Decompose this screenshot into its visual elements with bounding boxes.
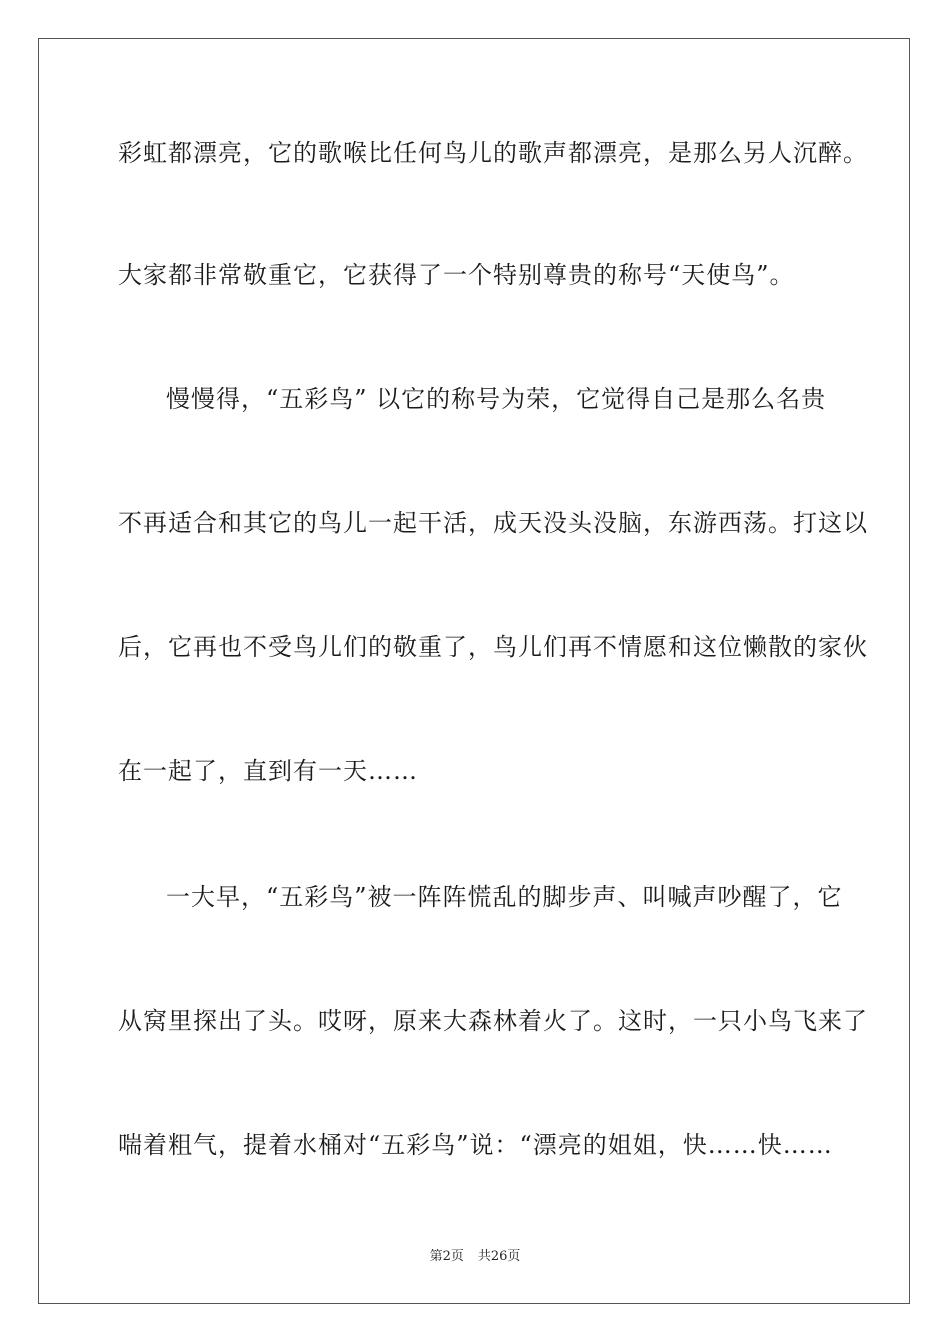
text-line-8: 从窝里探出了头。哎呀，原来大森林着火了。这时，一只小鸟飞来了 [118,1007,868,1035]
text-line-6: 在一起了，直到有一天…… [118,757,418,785]
text-line-1: 彩虹都漂亮，它的歌喉比任何鸟儿的歌声都漂亮，是那么另人沉醉。 [118,139,868,167]
text-line-4: 不再适合和其它的鸟儿一起干活，成天没头没脑，东游西荡。打这以 [118,509,868,537]
text-line-3: 慢慢得，“五彩鸟” 以它的称号为荣，它觉得自己是那么名贵 [166,385,827,413]
page-number-current: 第2页 [429,1249,464,1264]
text-line-9: 喘着粗气，提着水桶对“五彩鸟”说：“漂亮的姐姐，快……快…… [118,1131,833,1159]
page-footer [0,1248,950,1266]
page-number-total: 共26页 [477,1249,521,1264]
text-line-2: 大家都非常敬重它，它获得了一个特别尊贵的称号“天使鸟”。 [118,261,795,289]
page-border [38,38,910,1304]
text-line-5: 后，它再也不受鸟儿们的敬重了，鸟儿们再不情愿和这位懒散的家伙 [118,633,868,661]
text-line-7: 一大早，“五彩鸟”被一阵阵慌乱的脚步声、叫喊声吵醒了，它 [166,883,843,911]
